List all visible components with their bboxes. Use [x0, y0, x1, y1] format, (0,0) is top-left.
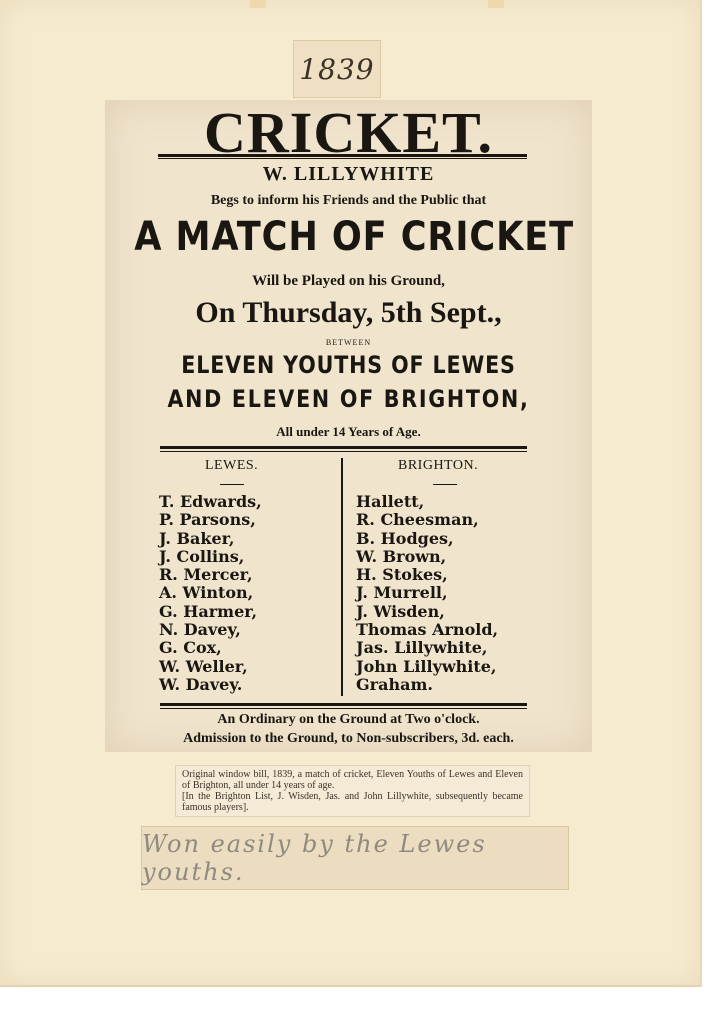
- heading-dash: [220, 484, 244, 485]
- age-note: All under 14 Years of Age.: [276, 424, 421, 439]
- list-item: Thomas Arnold,: [356, 620, 499, 640]
- match-date: On Thursday, 5th Sept.,: [195, 296, 502, 329]
- handwritten-note: Won easily by the Lewes youths.: [141, 826, 569, 890]
- tape-mark: [250, 0, 266, 8]
- divider-rule: [160, 708, 527, 709]
- list-item: J. Baker,: [159, 528, 235, 548]
- lewes-player-list: [159, 493, 262, 694]
- list-item: J. Murrell,: [356, 583, 448, 603]
- divider-rule: [160, 446, 527, 449]
- list-item: T. Edwards,: [159, 492, 262, 511]
- promoter-name: W. LILLYWHITE: [262, 163, 435, 185]
- footer-admission: Admission to the Ground, to Non-subscribers, 3d. each.: [183, 731, 514, 746]
- intro-text: Begs to inform his Friends and the Public that: [210, 193, 487, 208]
- lewes-heading: LEWES.: [205, 458, 259, 473]
- list-item: G. Cox,: [159, 638, 222, 658]
- caption-line: [In the Brighton List, J. Wisden, Jas. and John Lillywhite, subsequently became famous players].: [182, 791, 523, 813]
- headline: A MATCH OF CRICKET: [134, 214, 575, 260]
- year-label: 1839: [293, 40, 381, 98]
- list-item: John Lillywhite,: [356, 656, 497, 676]
- divider-rule: [160, 451, 527, 452]
- list-item: Graham.: [356, 674, 433, 694]
- tape-mark: [488, 0, 504, 8]
- list-item: R. Mercer,: [159, 565, 253, 585]
- list-item: A. Winton,: [159, 583, 254, 603]
- list-item: Hallett,: [356, 492, 425, 511]
- brighton-heading: BRIGHTON.: [398, 458, 479, 473]
- column-divider: [341, 458, 343, 696]
- footer-ordinary: An Ordinary on the Ground at Two o'clock.: [217, 712, 480, 727]
- list-item: G. Harmer,: [159, 601, 258, 621]
- brighton-player-list: [356, 493, 498, 694]
- divider-rule: [160, 703, 527, 706]
- list-item: J. Wisden,: [356, 601, 445, 621]
- list-item: R. Cheesman,: [356, 510, 479, 530]
- heading-dash: [433, 484, 457, 485]
- list-item: N. Davey,: [159, 620, 241, 640]
- divider-rule: [158, 154, 527, 157]
- divider-rule: [158, 158, 527, 159]
- caption-line: Original window bill, 1839, a match of cricket, Eleven Youths of Lewes and Eleven of Brighton, all under 14 years of age.: [182, 769, 523, 791]
- teams-line-2: AND ELEVEN OF BRIGHTON,: [167, 385, 530, 413]
- cricket-window-bill: [105, 100, 592, 752]
- archive-caption: [175, 765, 530, 817]
- list-item: Jas. Lillywhite,: [356, 638, 488, 658]
- venue-text: Will be Played on his Ground,: [252, 273, 445, 289]
- list-item: W. Weller,: [159, 656, 248, 676]
- list-item: P. Parsons,: [159, 510, 256, 530]
- teams-line-1: ELEVEN YOUTHS OF LEWES: [181, 351, 516, 379]
- bill-title: CRICKET.: [204, 100, 493, 165]
- between-text: BETWEEN: [325, 338, 372, 347]
- list-item: J. Collins,: [159, 546, 245, 566]
- list-item: W. Brown,: [356, 546, 447, 566]
- list-item: H. Stokes,: [356, 565, 448, 585]
- list-item: B. Hodges,: [356, 528, 454, 548]
- list-item: W. Davey.: [159, 674, 243, 694]
